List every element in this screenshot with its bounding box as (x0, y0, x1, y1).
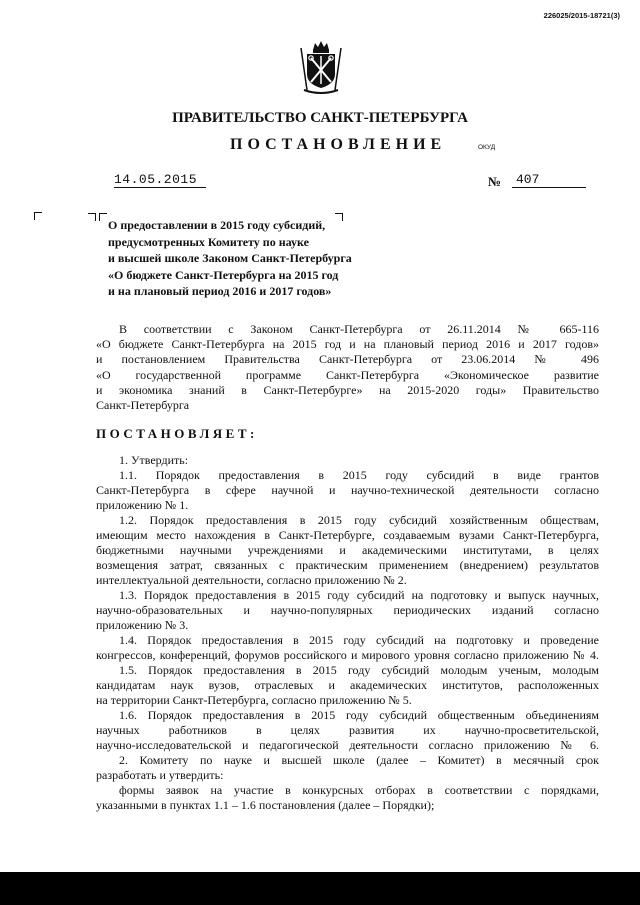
government-title: ПРАВИТЕЛЬСТВО САНКТ-ПЕТЕРБУРГА (172, 110, 468, 126)
body-line: научных работников в целях развития их научно-просветительской, (96, 723, 599, 737)
preamble-line: и экономика знаний в Санкт-Петербурге» на 2015-2020 годы» Правительство (96, 382, 599, 397)
body-line: имеющим место нахождения в Санкт-Петербурге, создаваемым вузами Санкт-Петербурга, (96, 528, 599, 542)
resolves-heading: ПОСТАНОВЛЯЕТ: (96, 426, 258, 441)
document-date: 14.05.2015 (114, 172, 206, 188)
body-line: 1.1. Порядок предоставления в 2015 году субсидий в виде грантов (119, 468, 599, 482)
body-line: 1. Утвердить: (119, 453, 189, 467)
body-line: научно-образовательных и научно-популярных периодических изданий согласно (96, 603, 599, 617)
scan-bottom-edge (0, 872, 640, 905)
preamble-line: «О бюджете Санкт-Петербурга на 2015 год и на плановый период 2016 и 2017 годов» (96, 337, 599, 352)
document-number: 407 (512, 172, 586, 188)
body-line: на территории Санкт-Петербурга, согласно приложению № 5. (96, 693, 412, 707)
preamble-line: Санкт-Петербурга (96, 397, 190, 412)
number-label: № (488, 174, 502, 189)
subject-line: и на плановый период 2016 и 2017 годов» (108, 284, 332, 299)
okud-label: ОКУД (478, 144, 496, 151)
body-line: Санкт-Петербурга в сфере научной и научно-технической деятельности согласно (96, 483, 599, 497)
corner-mark (34, 212, 42, 220)
document-registration-number: 226025/2015-18721(3) (543, 11, 620, 20)
body-line: приложению № 3. (96, 618, 189, 632)
subject-line: и высшей школе Законом Санкт-Петербурга (108, 251, 352, 266)
preamble-line: В соответствии с Законом Санкт-Петербурга от 26.11.2014 № 665-116 (119, 322, 599, 336)
body-line: приложению № 1. (96, 498, 189, 512)
body-line: указанными в пунктах 1.1 – 1.6 постановления (далее – Порядки); (96, 798, 435, 812)
body-line: 2. Комитету по науке и высшей школе (далее – Комитет) в месячный срок (119, 753, 599, 767)
document-type: ПОСТАНОВЛЕНИЕ (230, 136, 447, 153)
coat-of-arms-icon (298, 40, 344, 94)
preamble-line: «О государственной программе Санкт-Петербурга «Экономическое развитие (96, 367, 599, 382)
subject-line: предусмотренных Комитету по науке (108, 234, 309, 249)
body-line: 1.4. Порядок предоставления в 2015 году субсидий на подготовку и проведение (119, 633, 599, 647)
subject-line: «О бюджете Санкт-Петербурга на 2015 год (108, 267, 339, 282)
body-line: научно-исследовательской и педагогической деятельности согласно приложению № 6. (96, 738, 599, 752)
preamble (96, 322, 599, 413)
subject-line: О предоставлении в 2015 году субсидий, (108, 218, 326, 232)
body-line: 1.6. Порядок предоставления в 2015 году субсидий общественным объединениям (119, 708, 599, 722)
body-line: разработать и утвердить: (96, 768, 224, 782)
body-line: интеллектуальной деятельности, согласно приложению № 2. (96, 573, 407, 587)
body-line: 1.3. Порядок предоставления в 2015 году субсидий на подготовку и выпуск научных, (119, 588, 599, 602)
body-line: 1.5. Порядок предоставления в 2015 году субсидий молодым ученым, молодым (119, 663, 599, 677)
body-line: 1.2. Порядок предоставления в 2015 году субсидий хозяйственным обществам, (119, 513, 599, 527)
corner-mark (88, 213, 96, 221)
body-line: бюджетными научными учреждениями и академическими институтами, в целях (96, 543, 599, 557)
body-line: конгрессов, конференций, форумов российского и мирового уровня согласно приложению № 4. (96, 648, 599, 662)
corner-mark (99, 213, 107, 221)
document-subject (108, 217, 352, 300)
body-line: формы заявок на участие в конкурсных отборах в соответствии с порядками, (119, 783, 599, 797)
body-line: возмещения затрат, связанных с практическим применением (внедрением) результатов (96, 558, 599, 572)
document-body (96, 453, 599, 813)
preamble-line: и постановлением Правительства Санкт-Петербурга от 23.06.2014 № 496 (96, 352, 599, 367)
body-line: кандидатам наук вузов, отраслевых и академических институтов, расположенных (96, 678, 599, 692)
